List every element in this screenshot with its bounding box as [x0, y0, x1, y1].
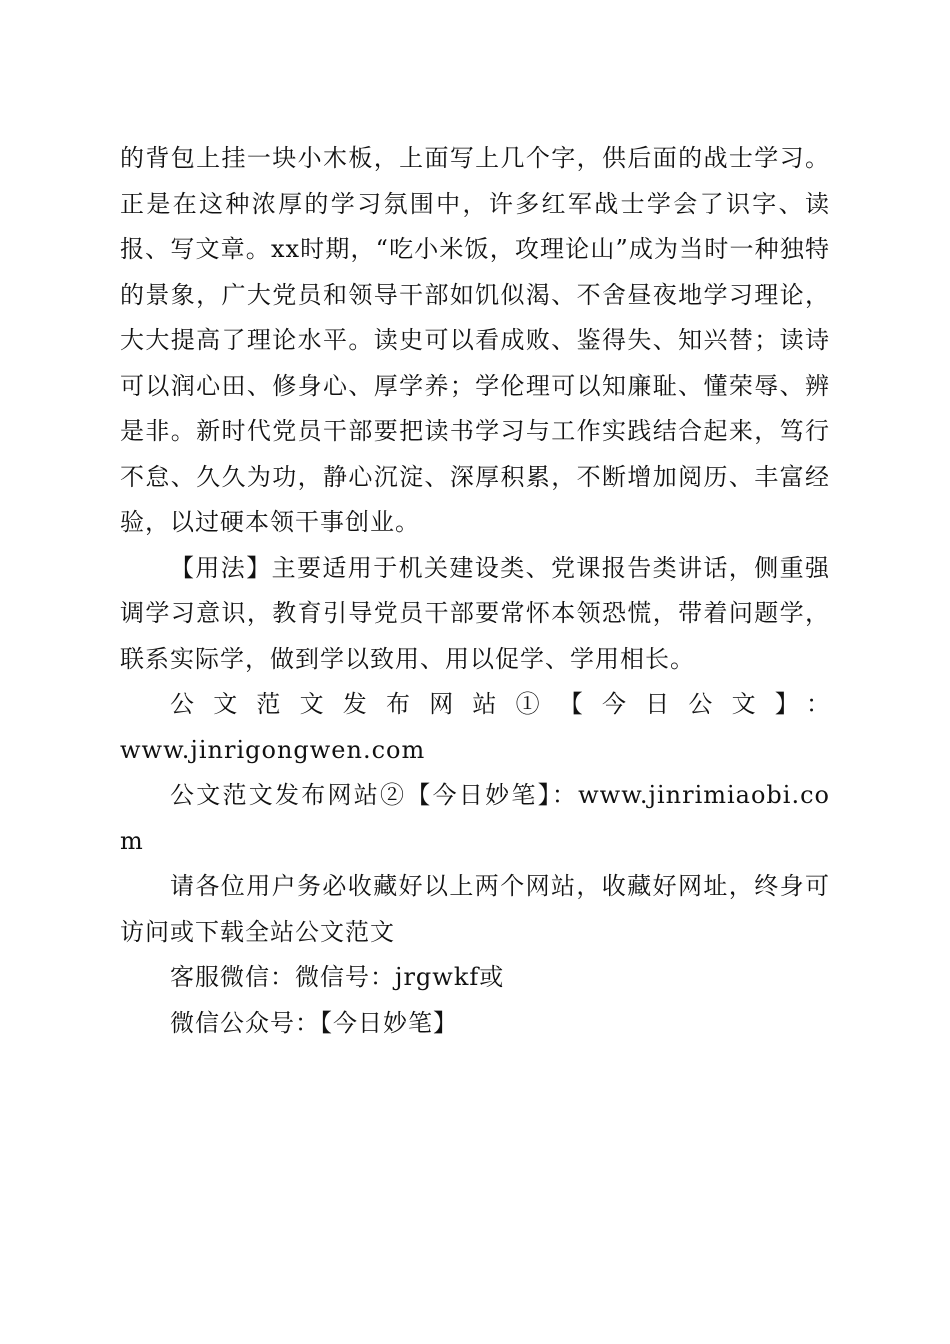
service-wechat-line: 客服微信：微信号：jrgwkf或: [170, 963, 505, 991]
body-paragraph: 的背包上挂一块小木板，上面写上几个字，供后面的战士学习。正是在这种浓厚的学习氛围中，许多红军战士学会了识字、读报、写文章。xx时期，“吃小米饭，攻理论山”成为当时一种独特的景象，广大党员和领导干部如饥似渴、不舍昼夜地学习理论，大大提高了理论水平。读史可以看成败、鉴得失、知兴替；读诗可以润心田、修身心、厚学养；学伦理可以知廉耻、懂荣辱、辨是非。新时代党员干部要把读书学习与工作实践结合起来，笃行不怠、久久为功，静心沉淀、深厚积累，不断增加阅历、丰富经验，以过硬本领干事创业。: [120, 144, 830, 536]
usage-paragraph: 【用法】主要适用于机关建设类、党课报告类讲话，侧重强调学习意识，教育引导党员干部要常怀本领恐慌，带着问题学，联系实际学，做到学以致用、用以促学、学用相长。: [120, 553, 830, 673]
reminder-paragraph: 请各位用户务必收藏好以上两个网站，收藏好网址，终身可访问或下载全站公文范文: [120, 872, 830, 946]
site1-label: 公文范文发布网站①【今日公文】：: [170, 690, 830, 718]
site2-line: 公文范文发布网站②【今日妙笔】：www.jinrimiaobi.com: [120, 781, 830, 855]
official-account-line: 微信公众号：【今日妙笔】: [170, 1008, 458, 1037]
site1-url: www.jinrigongwen.com: [120, 735, 426, 764]
document-body: [120, 136, 830, 1046]
